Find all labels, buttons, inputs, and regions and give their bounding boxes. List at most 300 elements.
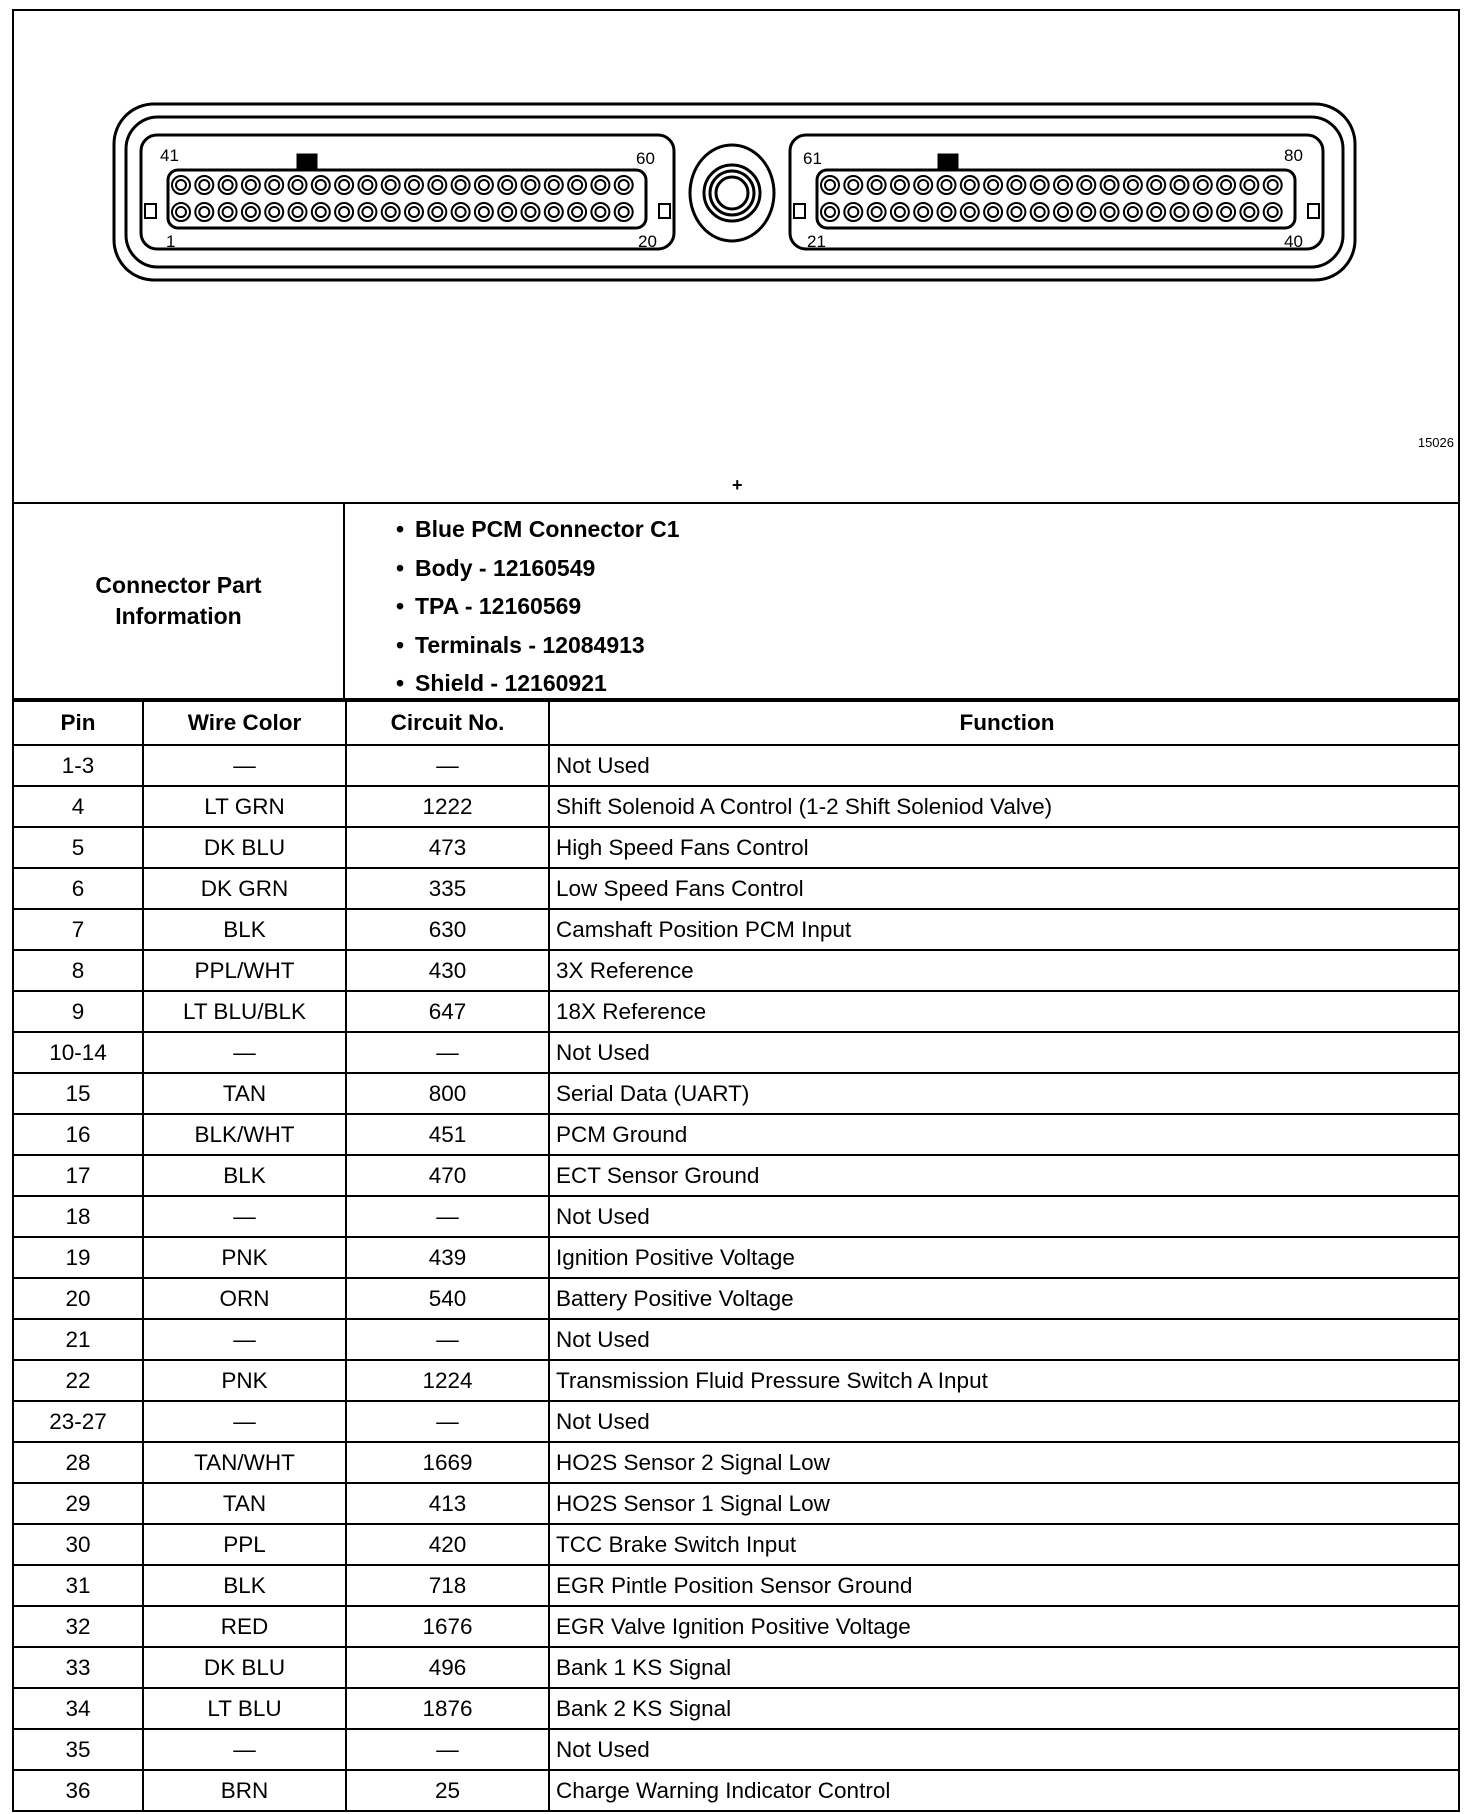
pin-terminal: [821, 176, 839, 194]
table-row: [14, 786, 1458, 827]
cell-circuit: 1224: [346, 1360, 549, 1401]
pin-terminal: [432, 207, 442, 217]
cell-circuit: 1222: [346, 786, 549, 827]
pin-terminal: [1147, 203, 1165, 221]
cell-circuit: —: [346, 1401, 549, 1442]
pin-terminal: [918, 180, 928, 190]
cell-function: Not Used: [549, 1196, 1458, 1237]
part-list: [349, 510, 680, 703]
connector-part-information: [14, 504, 1458, 700]
cell-wire-color: —: [143, 745, 346, 786]
pin-terminal: [176, 207, 186, 217]
pin-terminal: [405, 176, 423, 194]
table-row: [14, 1688, 1458, 1729]
connector-sheet: [12, 9, 1460, 1812]
cell-function: Low Speed Fans Control: [549, 868, 1458, 909]
cell-wire-color: BLK: [143, 1565, 346, 1606]
pin-terminal: [1054, 176, 1072, 194]
pin-terminal: [965, 207, 975, 217]
cell-pin: 15: [14, 1073, 143, 1114]
table-row: [14, 1483, 1458, 1524]
table-row: [14, 1196, 1458, 1237]
pin-terminal: [988, 180, 998, 190]
cell-circuit: 473: [346, 827, 549, 868]
pin-terminal: [895, 180, 905, 190]
cell-function: Ignition Positive Voltage: [549, 1237, 1458, 1278]
pin-terminal: [176, 180, 186, 190]
cell-circuit: —: [346, 1729, 549, 1770]
cell-pin: 5: [14, 827, 143, 868]
cell-wire-color: TAN: [143, 1483, 346, 1524]
pin-terminal: [984, 176, 1002, 194]
cell-function: Transmission Fluid Pressure Switch A Input: [549, 1360, 1458, 1401]
latch: [794, 204, 805, 218]
pin-terminal: [844, 203, 862, 221]
pin-terminal: [312, 203, 330, 221]
cell-circuit: —: [346, 1032, 549, 1073]
pin-terminal: [914, 176, 932, 194]
pin-terminal: [223, 207, 233, 217]
cell-pin: 32: [14, 1606, 143, 1647]
table-row: [14, 1032, 1458, 1073]
cell-wire-color: —: [143, 1032, 346, 1073]
pin-terminal: [1101, 176, 1119, 194]
pin-terminal: [382, 203, 400, 221]
plus-mark: +: [732, 475, 743, 495]
pin-terminal: [848, 207, 858, 217]
cell-pin: 8: [14, 950, 143, 991]
pin-terminal: [316, 207, 326, 217]
cell-wire-color: —: [143, 1319, 346, 1360]
cell-circuit: 630: [346, 909, 549, 950]
pin-terminal: [1101, 203, 1119, 221]
cell-function: Bank 2 KS Signal: [549, 1688, 1458, 1729]
pin-terminal: [219, 176, 237, 194]
pin-terminal: [868, 203, 886, 221]
pin-terminal: [1058, 207, 1068, 217]
pin-label: 20: [638, 232, 657, 251]
pin-terminal: [316, 180, 326, 190]
pin-terminal: [452, 176, 470, 194]
pin-terminal: [479, 207, 489, 217]
pin-terminal: [1198, 207, 1208, 217]
table-row: [14, 950, 1458, 991]
cell-pin: 30: [14, 1524, 143, 1565]
cell-pin: 29: [14, 1483, 143, 1524]
header-circuit: Circuit No.: [346, 701, 549, 745]
table-row: [14, 745, 1458, 786]
cell-pin: 17: [14, 1155, 143, 1196]
pin-terminal: [568, 176, 586, 194]
cell-wire-color: ORN: [143, 1278, 346, 1319]
pin-terminal: [1268, 180, 1278, 190]
cell-pin: 21: [14, 1319, 143, 1360]
cell-function: Shift Solenoid A Control (1-2 Shift Soleniod Valve): [549, 786, 1458, 827]
pin-terminal: [382, 176, 400, 194]
pin-terminal: [1124, 203, 1142, 221]
cell-circuit: 420: [346, 1524, 549, 1565]
cell-wire-color: DK GRN: [143, 868, 346, 909]
table-row: [14, 1729, 1458, 1770]
pin-terminal: [479, 180, 489, 190]
header-wire-color: Wire Color: [143, 701, 346, 745]
pin-terminal: [591, 203, 609, 221]
pin-terminal: [1105, 207, 1115, 217]
cell-function: High Speed Fans Control: [549, 827, 1458, 868]
pin-terminal: [591, 176, 609, 194]
cell-circuit: 540: [346, 1278, 549, 1319]
pin-terminal: [199, 207, 209, 217]
pin-terminal: [199, 180, 209, 190]
pin-terminal: [1175, 207, 1185, 217]
pin-terminal: [526, 207, 536, 217]
pin-terminal: [1007, 203, 1025, 221]
pin-terminal: [312, 176, 330, 194]
pin-terminal: [572, 207, 582, 217]
pin-terminal: [456, 207, 466, 217]
pin-terminal: [872, 180, 882, 190]
pin-terminal: [1058, 180, 1068, 190]
latch: [145, 204, 156, 218]
pin-terminal: [1035, 207, 1045, 217]
pin-terminal: [848, 180, 858, 190]
left-key-mark: [298, 155, 316, 167]
cell-wire-color: BRN: [143, 1770, 346, 1811]
cell-wire-color: —: [143, 1401, 346, 1442]
cell-wire-color: —: [143, 1729, 346, 1770]
cell-circuit: 647: [346, 991, 549, 1032]
cell-pin: 6: [14, 868, 143, 909]
cell-pin: 35: [14, 1729, 143, 1770]
pin-terminal: [595, 180, 605, 190]
cell-pin: 34: [14, 1688, 143, 1729]
pin-terminal: [1244, 207, 1254, 217]
pin-terminal: [1217, 176, 1235, 194]
pin-terminal: [545, 176, 563, 194]
cell-wire-color: TAN/WHT: [143, 1442, 346, 1483]
pin-terminal: [1077, 176, 1095, 194]
cell-pin: 23-27: [14, 1401, 143, 1442]
cell-wire-color: TAN: [143, 1073, 346, 1114]
pin-terminal: [195, 176, 213, 194]
cell-pin: 22: [14, 1360, 143, 1401]
part-item: • Terminals - 12084913: [349, 626, 680, 665]
table-header: [14, 701, 1458, 745]
header-function: Function: [549, 701, 1458, 745]
table-row: [14, 1401, 1458, 1442]
cell-function: Not Used: [549, 1729, 1458, 1770]
center-bolt-icon: [690, 145, 774, 241]
pin-terminal: [1221, 207, 1231, 217]
latch: [1308, 204, 1319, 218]
pin-terminal: [938, 203, 956, 221]
cell-circuit: 430: [346, 950, 549, 991]
pin-terminal: [339, 207, 349, 217]
connector-diagram: [14, 11, 1458, 504]
pin-terminal: [265, 203, 283, 221]
pin-terminal: [872, 207, 882, 217]
pin-terminal: [1244, 180, 1254, 190]
cell-function: PCM Ground: [549, 1114, 1458, 1155]
cell-function: Bank 1 KS Signal: [549, 1647, 1458, 1688]
pin-terminal: [1011, 180, 1021, 190]
pin-terminal: [1081, 180, 1091, 190]
pin-label: 1: [166, 232, 176, 251]
cell-circuit: 1669: [346, 1442, 549, 1483]
pin-terminal: [988, 207, 998, 217]
table-row: [14, 1770, 1458, 1811]
pin-terminal: [1151, 180, 1161, 190]
pin-terminal: [568, 203, 586, 221]
cell-wire-color: PPL/WHT: [143, 950, 346, 991]
pin-terminal: [358, 203, 376, 221]
pin-terminal: [219, 203, 237, 221]
pin-terminal: [498, 203, 516, 221]
pin-terminal: [475, 203, 493, 221]
info-label: Connector Part Information: [14, 504, 345, 698]
pin-terminal: [615, 176, 633, 194]
cell-wire-color: PNK: [143, 1360, 346, 1401]
figure-number: 15026: [1417, 435, 1454, 450]
table-row: [14, 1155, 1458, 1196]
table-row: [14, 1360, 1458, 1401]
part-item: • Body - 12160549: [349, 549, 680, 588]
pin-terminal: [502, 180, 512, 190]
cell-function: EGR Valve Ignition Positive Voltage: [549, 1606, 1458, 1647]
pin-terminal: [362, 180, 372, 190]
pin-terminal: [1077, 203, 1095, 221]
cell-pin: 28: [14, 1442, 143, 1483]
cell-pin: 10-14: [14, 1032, 143, 1073]
cell-pin: 9: [14, 991, 143, 1032]
pin-terminal: [1221, 180, 1231, 190]
pin-terminal: [549, 207, 559, 217]
cell-pin: 20: [14, 1278, 143, 1319]
table-row: [14, 1524, 1458, 1565]
pin-terminal: [1151, 207, 1161, 217]
pin-terminal: [456, 180, 466, 190]
cell-wire-color: BLK: [143, 1155, 346, 1196]
pin-terminal: [549, 180, 559, 190]
cell-function: ECT Sensor Ground: [549, 1155, 1458, 1196]
pin-terminal: [522, 203, 540, 221]
pin-terminal: [615, 203, 633, 221]
pin-terminal: [502, 207, 512, 217]
pin-terminal: [961, 176, 979, 194]
pin-terminal: [938, 176, 956, 194]
pin-terminal: [1240, 203, 1258, 221]
part-item: • TPA - 12160569: [349, 587, 680, 626]
pin-terminal: [246, 180, 256, 190]
cell-wire-color: LT GRN: [143, 786, 346, 827]
pin-terminal: [358, 176, 376, 194]
pin-terminal: [891, 176, 909, 194]
cell-function: HO2S Sensor 2 Signal Low: [549, 1442, 1458, 1483]
pin-terminal: [1105, 180, 1115, 190]
pin-terminal: [428, 203, 446, 221]
cell-function: Camshaft Position PCM Input: [549, 909, 1458, 950]
cell-circuit: —: [346, 1319, 549, 1360]
table-row: [14, 1319, 1458, 1360]
table-row: [14, 1073, 1458, 1114]
pin-label: 21: [807, 232, 826, 251]
cell-pin: 31: [14, 1565, 143, 1606]
table-row: [14, 1237, 1458, 1278]
cell-wire-color: PPL: [143, 1524, 346, 1565]
pin-terminal: [289, 203, 307, 221]
pin-terminal: [844, 176, 862, 194]
table-row: [14, 1647, 1458, 1688]
pin-terminal: [452, 203, 470, 221]
pin-terminal: [1264, 176, 1282, 194]
cell-circuit: 496: [346, 1647, 549, 1688]
cell-function: Serial Data (UART): [549, 1073, 1458, 1114]
cell-wire-color: BLK: [143, 909, 346, 950]
pin-terminal: [942, 207, 952, 217]
pin-terminal: [386, 180, 396, 190]
pin-terminal: [1240, 176, 1258, 194]
pin-terminal: [1081, 207, 1091, 217]
cell-pin: 18: [14, 1196, 143, 1237]
pin-terminal: [428, 176, 446, 194]
pin-terminal: [868, 176, 886, 194]
cell-wire-color: LT BLU: [143, 1688, 346, 1729]
pin-terminal: [362, 207, 372, 217]
pin-terminal: [1171, 203, 1189, 221]
pin-terminal: [984, 203, 1002, 221]
pin-terminal: [918, 207, 928, 217]
pin-terminal: [825, 207, 835, 217]
pin-terminal: [265, 176, 283, 194]
table-row: [14, 1278, 1458, 1319]
pin-terminal: [1128, 207, 1138, 217]
cell-circuit: 413: [346, 1483, 549, 1524]
cell-wire-color: BLK/WHT: [143, 1114, 346, 1155]
pin-terminal: [293, 180, 303, 190]
cell-pin: 36: [14, 1770, 143, 1811]
pin-terminal: [961, 203, 979, 221]
pin-terminal: [1031, 176, 1049, 194]
cell-circuit: 439: [346, 1237, 549, 1278]
pin-terminal: [572, 180, 582, 190]
pin-terminal: [409, 180, 419, 190]
cell-wire-color: RED: [143, 1606, 346, 1647]
latch: [659, 204, 670, 218]
cell-circuit: 335: [346, 868, 549, 909]
pin-terminal: [1175, 180, 1185, 190]
pin-terminal: [223, 180, 233, 190]
pin-terminal: [895, 207, 905, 217]
pin-terminal: [1171, 176, 1189, 194]
pin-terminal: [475, 176, 493, 194]
cell-function: Battery Positive Voltage: [549, 1278, 1458, 1319]
connector-shell-outer: [114, 104, 1355, 280]
pin-terminal: [405, 203, 423, 221]
cell-circuit: —: [346, 1196, 549, 1237]
pin-terminal: [242, 203, 260, 221]
table-row: [14, 1442, 1458, 1483]
cell-wire-color: DK BLU: [143, 1647, 346, 1688]
cell-function: Not Used: [549, 1401, 1458, 1442]
pin-label: 40: [1284, 232, 1303, 251]
pin-terminal: [1054, 203, 1072, 221]
pin-label: 60: [636, 149, 655, 168]
pin-terminal: [522, 176, 540, 194]
cell-circuit: 451: [346, 1114, 549, 1155]
cell-function: Not Used: [549, 1319, 1458, 1360]
pin-terminal: [409, 207, 419, 217]
cell-circuit: 1876: [346, 1688, 549, 1729]
part-item: • Blue PCM Connector C1: [349, 510, 680, 549]
pin-terminal: [825, 180, 835, 190]
cell-pin: 1-3: [14, 745, 143, 786]
pin-label: 41: [160, 146, 179, 165]
cell-circuit: 1676: [346, 1606, 549, 1647]
pin-terminal: [914, 203, 932, 221]
part-item: • Shield - 12160921: [349, 664, 680, 703]
cell-function: TCC Brake Switch Input: [549, 1524, 1458, 1565]
pin-terminal: [242, 176, 260, 194]
cell-pin: 7: [14, 909, 143, 950]
cell-circuit: 470: [346, 1155, 549, 1196]
cell-function: Not Used: [549, 1032, 1458, 1073]
cell-function: HO2S Sensor 1 Signal Low: [549, 1483, 1458, 1524]
cell-circuit: —: [346, 745, 549, 786]
right-key-mark: [939, 155, 957, 167]
pin-terminal: [172, 176, 190, 194]
cell-circuit: 800: [346, 1073, 549, 1114]
pin-terminal: [386, 207, 396, 217]
header-pin: Pin: [14, 701, 143, 745]
pin-terminal: [335, 176, 353, 194]
pin-terminal: [246, 207, 256, 217]
pin-terminal: [289, 176, 307, 194]
cell-pin: 4: [14, 786, 143, 827]
table-row: [14, 1606, 1458, 1647]
pin-terminal: [619, 207, 629, 217]
pin-terminal: [1198, 180, 1208, 190]
pin-terminal: [269, 180, 279, 190]
cell-function: 3X Reference: [549, 950, 1458, 991]
cell-function: EGR Pintle Position Sensor Ground: [549, 1565, 1458, 1606]
pin-terminal: [339, 180, 349, 190]
cell-pin: 19: [14, 1237, 143, 1278]
pin-terminal: [1124, 176, 1142, 194]
pin-terminal: [1031, 203, 1049, 221]
cell-function: Not Used: [549, 745, 1458, 786]
pin-terminal: [1268, 207, 1278, 217]
cell-wire-color: LT BLU/BLK: [143, 991, 346, 1032]
pin-terminal: [821, 203, 839, 221]
cell-wire-color: PNK: [143, 1237, 346, 1278]
cell-circuit: 25: [346, 1770, 549, 1811]
pin-terminal: [1194, 203, 1212, 221]
pin-terminal: [269, 207, 279, 217]
cell-circuit: 718: [346, 1565, 549, 1606]
cell-function: 18X Reference: [549, 991, 1458, 1032]
pin-terminal: [1194, 176, 1212, 194]
connector-drawing: [14, 11, 1458, 504]
pin-terminal: [526, 180, 536, 190]
cell-function: Charge Warning Indicator Control: [549, 1770, 1458, 1811]
pin-label: 61: [803, 149, 822, 168]
cell-wire-color: DK BLU: [143, 827, 346, 868]
cell-pin: 33: [14, 1647, 143, 1688]
table-row: [14, 1114, 1458, 1155]
pin-terminal: [1264, 203, 1282, 221]
pin-terminal: [1147, 176, 1165, 194]
pin-terminal: [1217, 203, 1235, 221]
